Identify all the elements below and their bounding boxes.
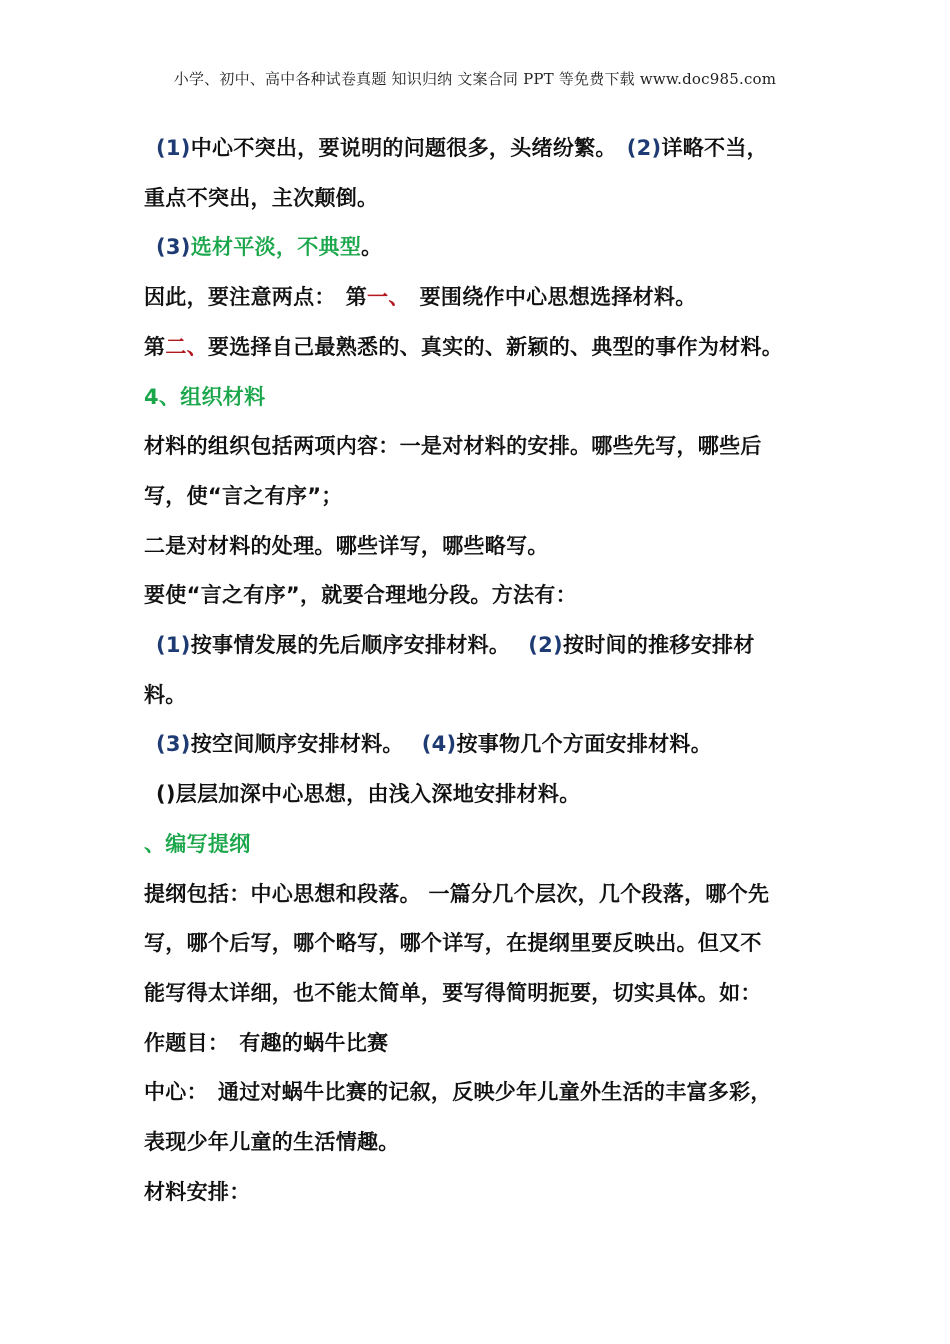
paragraph-line-2: 重点不突出，主次颠倒。 xyxy=(144,185,379,210)
paragraph-line-8: 写，使“言之有序”； xyxy=(144,483,343,508)
line-text: 按空间顺序安排材料。 xyxy=(190,732,404,757)
line-text: 因此，要注意两点： xyxy=(144,285,336,310)
line-text: 要围绕作中心思想选择材料。 xyxy=(419,285,697,310)
item-number: (3) xyxy=(156,235,191,260)
paragraph-line-3 xyxy=(144,223,824,273)
line-text: 要选择自己最熟悉的、真实的、新颖的、典型的事作为材料。 xyxy=(207,334,784,359)
line-text: 按事情发展的先后顺序安排材料。 xyxy=(190,633,511,658)
paragraph-line-17: 写，哪个后写，哪个略写，哪个详写，在提纲里要反映出。但又不 xyxy=(144,931,762,956)
paragraph-line-5 xyxy=(144,323,824,373)
paragraph-line-14: ()层层加深中心思想，由浅入深地安排材料。 xyxy=(156,782,581,807)
paragraph-line-4 xyxy=(144,273,824,323)
paragraph-line-13 xyxy=(144,720,824,770)
paragraph-line-18: 能写得太详细，也不能太简单，要写得简明扼要，切实具体。如： xyxy=(144,980,762,1005)
field-label: 中心： xyxy=(144,1080,208,1105)
field-value: 通过对蜗牛比赛的记叙，反映少年儿童外生活的丰富多彩， xyxy=(217,1080,772,1105)
highlight-text: 选材平淡，不典型 xyxy=(190,235,362,260)
item-number: (2) xyxy=(626,136,662,160)
item-number: (3) xyxy=(156,732,191,757)
document-body xyxy=(144,124,824,1217)
paragraph-line-20 xyxy=(144,1068,824,1118)
item-number: (2) xyxy=(528,633,563,658)
page-header: 小学、初中、高中各种试卷真题 知识归纳 文案合同 PPT 等免费下载 www.doc985.com xyxy=(173,70,777,88)
line-text: 。 xyxy=(361,235,383,260)
ordinal-highlight: 二、 xyxy=(165,334,208,359)
paragraph-line-7: 材料的组织包括两项内容：一是对材料的安排。哪些先写，哪些后 xyxy=(144,434,762,459)
paragraph-line-22: 材料安排： xyxy=(144,1179,251,1204)
paragraph-line-9: 二是对材料的处理。哪些详写，哪些略写。 xyxy=(144,533,549,558)
paragraph-line-10: 要使“言之有序”，就要合理地分段。方法有： xyxy=(144,583,577,608)
field-value: 有趣的蜗牛比赛 xyxy=(239,1030,389,1055)
item-number: (1) xyxy=(156,136,191,160)
paragraph-line-12: 料。 xyxy=(144,682,187,707)
ordinal-highlight: 一、 xyxy=(367,285,410,310)
paragraph-line-19 xyxy=(144,1019,824,1069)
line-text: 第 xyxy=(345,285,368,310)
line-text: 第 xyxy=(144,334,166,359)
item-number: (4) xyxy=(421,732,457,757)
paragraph-line-16: 提纲包括：中心思想和段落。 一篇分几个层次，几个段落，哪个先 xyxy=(144,881,770,906)
field-label: 作题目： xyxy=(144,1030,230,1055)
section-heading-organize: 4、组织材料 xyxy=(144,384,266,409)
item-number: (1) xyxy=(156,633,191,658)
line-text: 详略不当， xyxy=(661,136,768,160)
line-text: 按事物几个方面安排材料。 xyxy=(456,732,713,757)
paragraph-line-21: 表现少年儿童的生活情趣。 xyxy=(144,1130,400,1155)
paragraph-line-11 xyxy=(144,621,824,671)
section-heading-outline: 、编写提纲 xyxy=(144,831,251,856)
paragraph-line-1 xyxy=(144,124,824,174)
line-text: 按时间的推移安排材 xyxy=(562,633,755,658)
line-text: 中心不突出，要说明的问题很多，头绪纷繁。 xyxy=(190,136,617,160)
